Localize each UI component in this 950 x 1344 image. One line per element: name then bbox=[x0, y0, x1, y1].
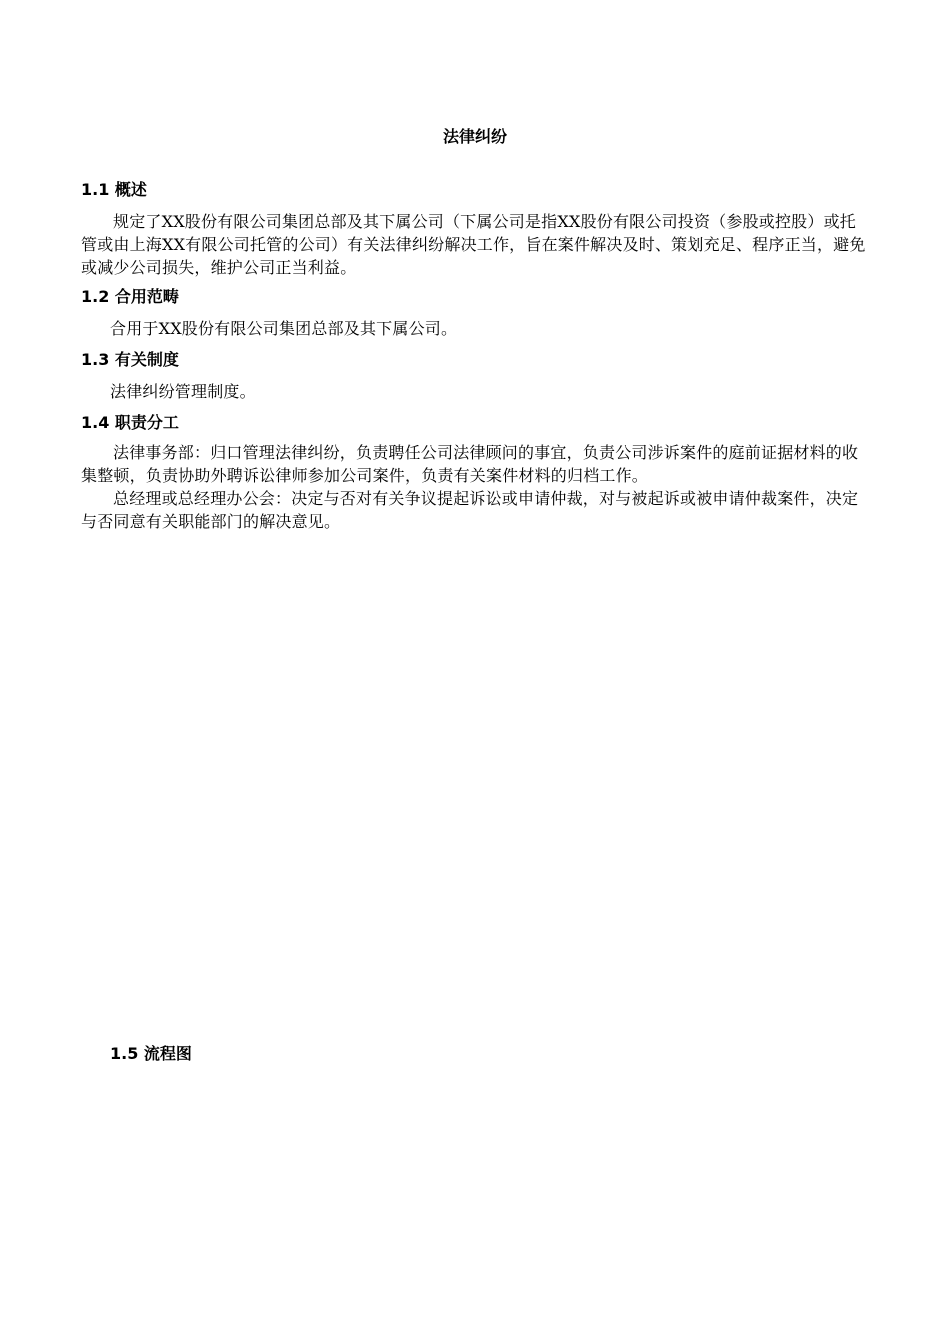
section-heading-related-rules: 1.3 有关制度 bbox=[81, 350, 179, 369]
overview-paragraph: 规定了XX股份有限公司集团总部及其下属公司（下属公司是指XX股份有限公司投资（参股或控股）或托管或由上海XX有限公司托管的公司）有关法律纠纷解决工作，旨在案件解决及时、策划充足、程序正当，避免或减少公司损失，维护公司正当利益。 bbox=[81, 212, 866, 277]
section-heading-overview: 1.1 概述 bbox=[81, 180, 147, 199]
document-title: 法律纠纷 bbox=[442, 127, 507, 146]
section-heading-flowchart: 1.5 流程图 bbox=[110, 1044, 192, 1063]
gm-responsibility-paragraph: 总经理或总经理办公会：决定与否对有关争议提起诉讼或申请仲裁，对与被起诉或被申请仲裁案件，决定与否同意有关职能部门的解决意见。 bbox=[81, 489, 859, 531]
related-rules-paragraph: 法律纠纷管理制度。 bbox=[110, 382, 256, 401]
legal-dept-responsibility-paragraph: 法律事务部：归口管理法律纠纷，负责聘任公司法律顾问的事宜，负责公司涉诉案件的庭前证据材料的收集整顿，负责协助外聘诉讼律师参加公司案件，负责有关案件材料的归档工作。 bbox=[81, 443, 859, 485]
section-heading-responsibilities: 1.4 职责分工 bbox=[81, 413, 179, 432]
scope-paragraph: 合用于XX股份有限公司集团总部及其下属公司。 bbox=[110, 319, 458, 338]
section-heading-scope: 1.2 合用范畴 bbox=[81, 287, 179, 306]
